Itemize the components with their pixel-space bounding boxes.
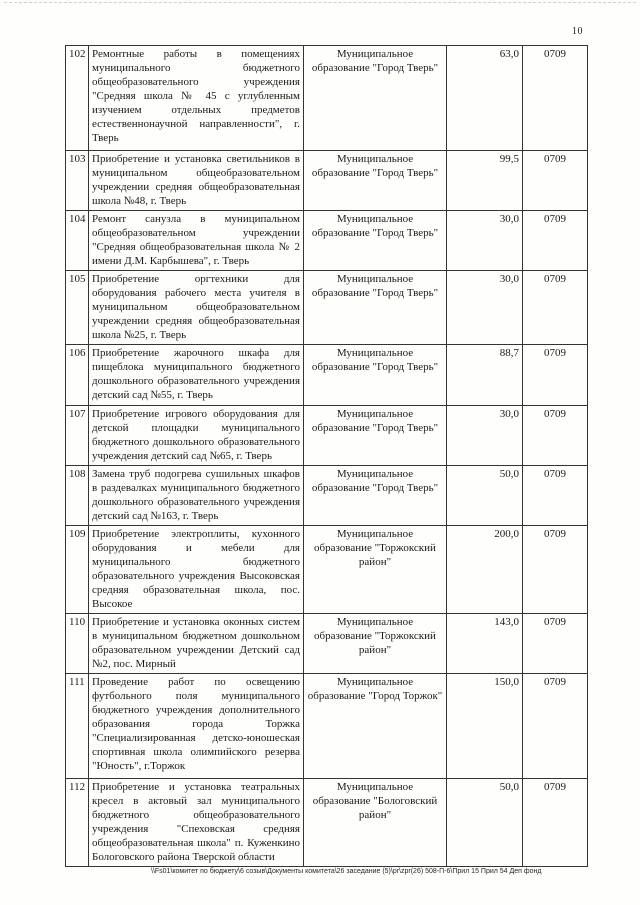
row-description-cell: Приобретение жарочного шкафа для пищеблока муниципального бюджетного дошкольного образовательного учреждения детский сад №55, г. Тверь (89, 345, 304, 406)
row-number-cell: 102 (66, 46, 89, 151)
table-row (66, 211, 588, 271)
table-row (66, 345, 588, 406)
footer-path: \\Fs01\комитет по бюджету\6 созыв\Документы комитета\26 заседание (5)\pr\zpr(26) 508-П-6\Прил 15 Прил 54 Деп фонд (151, 868, 542, 875)
row-description-cell: Приобретение игрового оборудования для детской площадки муниципального бюджетного дошкольного образовательного учреждения детский сад №65, г. Тверь (89, 406, 304, 466)
row-code-cell: 0709 (523, 674, 588, 779)
row-municipality-cell: Муниципальное образование "Торжокский район" (304, 526, 447, 614)
row-amount-cell: 150,0 (447, 674, 523, 779)
row-municipality-cell: Муниципальное образование "Бологовский район" (304, 779, 447, 867)
row-number-cell: 104 (66, 211, 89, 271)
row-amount-cell: 88,7 (447, 345, 523, 406)
row-code-cell: 0709 (523, 779, 588, 867)
row-number-cell: 103 (66, 151, 89, 211)
row-amount-cell: 200,0 (447, 526, 523, 614)
row-description-cell: Приобретение электроплиты, кухонного оборудования и мебели для муниципального бюджетного образовательного учреждения Высоковская средняя образовательная школа, пос. Высокое (89, 526, 304, 614)
row-municipality-cell: Муниципальное образование "Город Тверь" (304, 211, 447, 271)
row-code-cell: 0709 (523, 345, 588, 406)
table-row (66, 526, 588, 614)
row-amount-cell: 50,0 (447, 779, 523, 867)
row-code-cell: 0709 (523, 46, 588, 151)
row-municipality-cell: Муниципальное образование "Город Тверь" (304, 151, 447, 211)
row-municipality-cell: Муниципальное образование "Город Торжок" (304, 674, 447, 779)
row-municipality-cell: Муниципальное образование "Город Тверь" (304, 466, 447, 526)
row-number-cell: 108 (66, 466, 89, 526)
row-code-cell: 0709 (523, 271, 588, 345)
row-municipality-cell: Муниципальное образование "Город Тверь" (304, 345, 447, 406)
row-description-cell: Приобретение оргтехники для оборудования рабочего места учителя в муниципальном общеобразовательном учреждении средняя общеобразовательная школа №25, г. Тверь (89, 271, 304, 345)
row-code-cell: 0709 (523, 406, 588, 466)
table-row (66, 151, 588, 211)
table-row (66, 46, 588, 151)
page-number: 10 (572, 26, 583, 37)
row-number-cell: 105 (66, 271, 89, 345)
row-number-cell: 109 (66, 526, 89, 614)
row-number-cell: 110 (66, 614, 89, 674)
row-amount-cell: 30,0 (447, 271, 523, 345)
table-row (66, 614, 588, 674)
table-row (66, 674, 588, 779)
row-number-cell: 111 (66, 674, 89, 779)
row-municipality-cell: Муниципальное образование "Город Тверь" (304, 46, 447, 151)
table-row (66, 271, 588, 345)
row-description-cell: Приобретение и установка театральных кресел в актовый зал муниципального бюджетного общеобразовательного учреждения "Спеховская средняя общеобразовательная школа" п. Куженкино Бологовского района Тверской области (89, 779, 304, 867)
row-description-cell: Ремонтные работы в помещениях муниципального бюджетного общеобразовательного учреждения "Средняя школа № 45 с углубленным изучением отдельных предметов естественнонаучной направленности", г. Тверь (89, 46, 304, 151)
row-code-cell: 0709 (523, 614, 588, 674)
row-amount-cell: 99,5 (447, 151, 523, 211)
row-code-cell: 0709 (523, 211, 588, 271)
row-code-cell: 0709 (523, 151, 588, 211)
row-amount-cell: 63,0 (447, 46, 523, 151)
row-number-cell: 112 (66, 779, 89, 867)
row-description-cell: Проведение работ по освещению футбольного поля муниципального бюджетного учреждения дополнительного образования города Торжка "Специализированная детско-юношеская спортивная школа олимпийского резерва "Юность", г.Торжок (89, 674, 304, 779)
row-number-cell: 107 (66, 406, 89, 466)
row-description-cell: Приобретение и установка оконных систем в муниципальном бюджетном дошкольном образовательном учреждении Детский сад №2, пос. Мирный (89, 614, 304, 674)
table-row (66, 466, 588, 526)
row-code-cell: 0709 (523, 526, 588, 614)
row-description-cell: Приобретение и установка светильников в муниципальном общеобразовательном учреждении средняя общеобразовательная школа №48, г. Тверь (89, 151, 304, 211)
scan-artifact-line (4, 2, 636, 3)
row-amount-cell: 50,0 (447, 466, 523, 526)
row-municipality-cell: Муниципальное образование "Торжокский район" (304, 614, 447, 674)
row-description-cell: Замена труб подогрева сушильных шкафов в раздевалках муниципального бюджетного дошкольного образовательного учреждения детский сад №163, г. Тверь (89, 466, 304, 526)
row-description-cell: Ремонт санузла в муниципальном общеобразовательном учреждении "Средняя общеобразовательная школа № 2 имени Д.М. Карбышева", г. Тверь (89, 211, 304, 271)
row-code-cell: 0709 (523, 466, 588, 526)
table-row (66, 779, 588, 867)
row-municipality-cell: Муниципальное образование "Город Тверь" (304, 271, 447, 345)
row-amount-cell: 30,0 (447, 406, 523, 466)
row-municipality-cell: Муниципальное образование "Город Тверь" (304, 406, 447, 466)
row-amount-cell: 143,0 (447, 614, 523, 674)
budget-table (65, 45, 588, 867)
row-amount-cell: 30,0 (447, 211, 523, 271)
table-row (66, 406, 588, 466)
row-number-cell: 106 (66, 345, 89, 406)
